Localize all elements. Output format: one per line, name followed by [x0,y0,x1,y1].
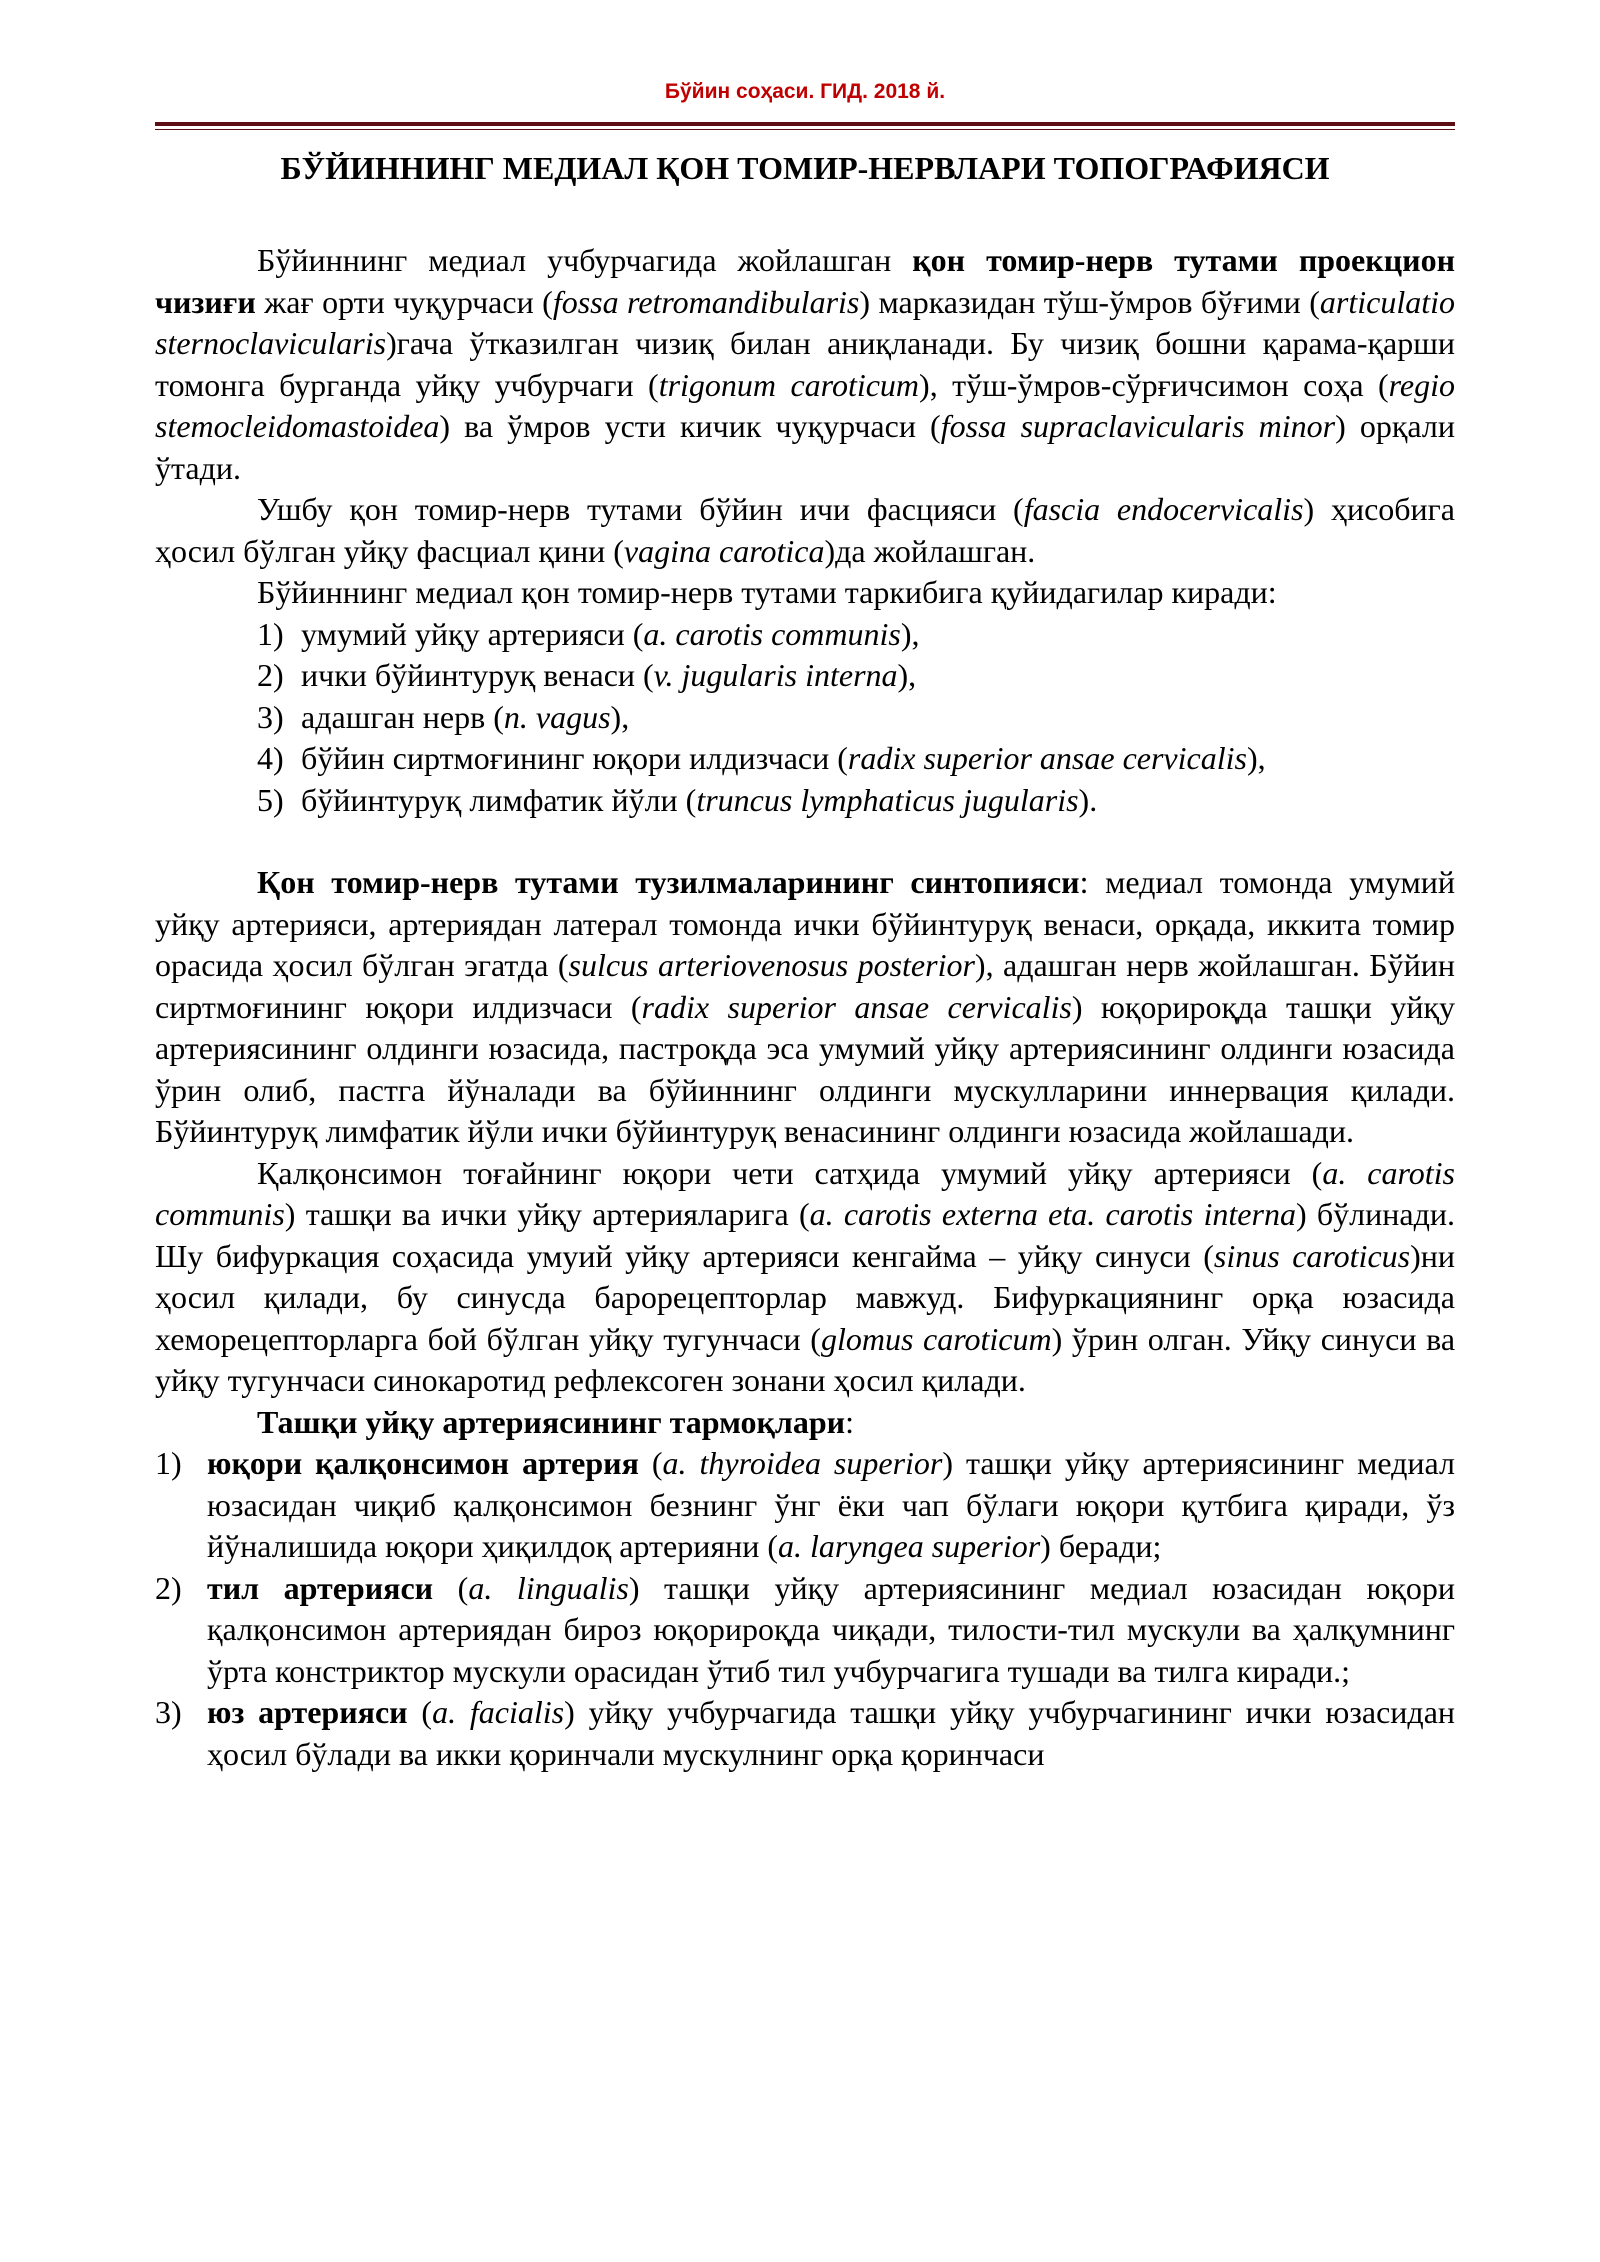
text: ), [1246,740,1266,776]
list-item [155,655,1455,697]
latin-term: a. carotis communis [643,615,901,652]
text: ), [610,698,630,735]
paragraph-bifurcation [155,1153,1455,1402]
text: ) юқорироқда ташқи уйқу артериясининг олдинги юзасида, пастроқда эса умумий уйқу артериясининг олдинги юзасида ўрин олиб, пастга йўналади ва бўйиннинг олдинги мускулларини иннервация қилади. Бўйинтуруқ лимфатик йўли ички бўйинтуруқ венасининг олдинги юзасида жойлашади. [155,988,1456,1149]
list-number: 3) [257,698,284,735]
bold-term: тил артерияси [207,1569,434,1606]
list-item [155,614,1455,656]
branches-list [155,1443,1455,1775]
paragraph-syntopy [155,862,1455,1153]
text: Бўйиннинг медиал учбурчагида жойлашган [257,242,913,278]
list-item [155,1692,1455,1775]
text: ( [638,1445,663,1481]
text: )гача ўтказилган чизиқ билан аниқланади. Бу чизиқ бошни қарама-қарши томонга бурганда уйқу учбурчаги ( [155,325,1455,403]
text: Бўйиннинг медиал қон томир-нерв тутами таркибига қуйидагилар киради: [257,574,1277,610]
latin-term: sinus caroticus [1213,1237,1411,1274]
text: умумий уйқу артерияси ( [301,615,644,652]
text: : [845,1403,854,1440]
text: ) ҳисобига ҳосил бўлган уйқу фасциал қини ( [155,491,1456,569]
text: ) ташқи ва ички уйқу артерияларига ( [284,1196,810,1232]
latin-term: radix superior ansae cervicalis [847,740,1247,776]
list-number: 5) [257,781,284,818]
text: ), адашган нерв жойлашган. Бўйин сиртмоғининг юқори илдизчаси ( [155,947,1455,1025]
latin-term: fossa retromandibularis [552,283,860,320]
text: жағ орти чуқурчаси ( [255,283,553,320]
latin-term: a. facialis [432,1694,565,1730]
latin-term: vagina carotica [623,532,825,569]
list-number: 1) [155,1445,182,1481]
running-header: Бўйин соҳаси. ГИД. 2018 й. [664,80,946,103]
list-number: 2) [257,657,284,693]
text: ( [407,1694,433,1730]
paragraph-branches-heading [155,1402,1455,1444]
latin-term: regio stemocleidomastoidea [155,366,1456,444]
latin-term: fascia endocervicalis [1023,491,1304,527]
document-body [155,240,1455,1775]
spacer [155,821,1455,862]
list-item [155,697,1455,739]
text: ) беради; [1040,1528,1162,1564]
latin-term: n. vagus [503,698,611,735]
text: ), тўш-ўмров-сўрғичсимон соҳа ( [919,366,1389,403]
text: Ушбу қон томир-нерв тутами бўйин ичи фасцияси ( [257,491,1024,527]
text: бўйинтуруқ лимфатик йўли ( [301,781,697,818]
list-number: 3) [155,1694,182,1730]
paragraph-projection-line [155,240,1455,489]
latin-term: trigonum caroticum [658,366,920,403]
text: ), [900,615,920,652]
text: ), [897,657,917,693]
text: ) бўлинади. Шу бифуркация соҳасида умуий уйқу артерияси кенгайма – уйқу синуси ( [155,1196,1456,1274]
bold-term: қон томир-нерв тутами проекцион чизиғи [155,242,1456,320]
list-item [155,1568,1455,1693]
text: ) ва ўмров усти кичик чуқурчаси ( [439,408,941,444]
list-item [155,780,1455,822]
text: )ни ҳосил қилади, бу синусда барорецепторлар мавжуд. Бифуркациянинг орқа юзасида хеморецепторларга бой бўлган уйқу тугунчаси ( [155,1237,1456,1357]
text: ) уйқу учбурчагида ташқи уйқу учбурчагининг ички юзасидан ҳосил бўлади ва икки қоринчали мускулнинг орқа қоринчаси [207,1694,1456,1772]
latin-term: fossa supraclavicularis minor [940,408,1336,444]
list-item [155,738,1455,780]
text: : медиал томонда умумий уйқу артерияси, артериядан латерал томонда ички бўйинтуруқ венаси, орқада, иккита томир орасида ҳосил бўлган эгатда ( [155,864,1455,983]
text: ). [1078,781,1098,818]
latin-term: articulatio sternoclavicularis [155,283,1456,361]
bold-term: юз артерияси [207,1694,408,1730]
latin-term: truncus lymphaticus jugularis [696,781,1079,818]
text: ) марказидан тўш-ўмров бўғими ( [859,283,1320,320]
latin-term: radix superior ansae cervicalis [641,988,1072,1025]
paragraph-composition [155,572,1455,614]
text: ички бўйинтуруқ венаси ( [301,657,654,693]
latin-term: glomus caroticum [820,1320,1052,1357]
text: ) ўрин олган. Уйқу синуси ва уйқу тугунчаси синокаротид рефлексоген зонани ҳосил қилади. [155,1320,1456,1398]
components-list [155,614,1455,822]
header-rule-thick [155,122,1455,126]
text: бўйин сиртмоғининг юқори илдизчаси ( [301,740,848,776]
text: )да жойлашган. [824,532,1036,569]
list-number: 2) [155,1569,182,1606]
text: Қалқонсимон тоғайнинг юқори чети сатҳида умумий уйқу артерияси ( [257,1154,1323,1191]
latin-term: a. thyroidea superior [662,1445,943,1481]
latin-term: a. carotis communis [155,1154,1456,1232]
text: адашган нерв ( [301,698,504,735]
page-title: БЎЙИННИНГ МЕДИАЛ ҚОН ТОМИР-НЕРВЛАРИ ТОПОГРАФИЯСИ [280,150,1330,186]
latin-term: a. laryngea superior [777,1528,1041,1564]
list-number: 1) [257,615,284,652]
bold-term: Ташқи уйқу артериясининг тармоқлари [257,1403,846,1440]
text: ( [433,1569,469,1606]
paragraph-sheath [155,489,1455,572]
latin-term: a. lingualis [468,1569,629,1606]
text: ) ташқи уйқу артериясининг медиал юзасидан чиқиб қалқонсимон безнинг ўнг ёки чап бўлаги юқори қутбига қиради, ўз йўналишида юқори ҳиқилдоқ артерияни ( [207,1445,1455,1564]
text: ) ташқи уйқу артериясининг медиал юзасидан юқори қалқонсимон артериядан бироз юқорироқда чиқади, тилости-тил мускули ва ҳалқумнинг ўрта констриктор мускули орасидан ўтиб тил учбурчагига тушади ва тилга киради.; [207,1569,1456,1689]
latin-term: v. jugularis interna [653,657,898,693]
header-rule-thin [155,129,1455,130]
list-item [155,1443,1455,1568]
bold-term: юқори қалқонсимон артерия [207,1445,639,1481]
text: ) орқали ўтади. [155,408,1456,486]
latin-term: a. carotis externa eta. carotis interna [809,1196,1296,1232]
latin-term: sulcus arteriovenosus posterior [568,947,975,983]
bold-term: Қон томир-нерв тутами тузилмаларининг синтопияси [257,864,1080,900]
list-number: 4) [257,740,284,776]
